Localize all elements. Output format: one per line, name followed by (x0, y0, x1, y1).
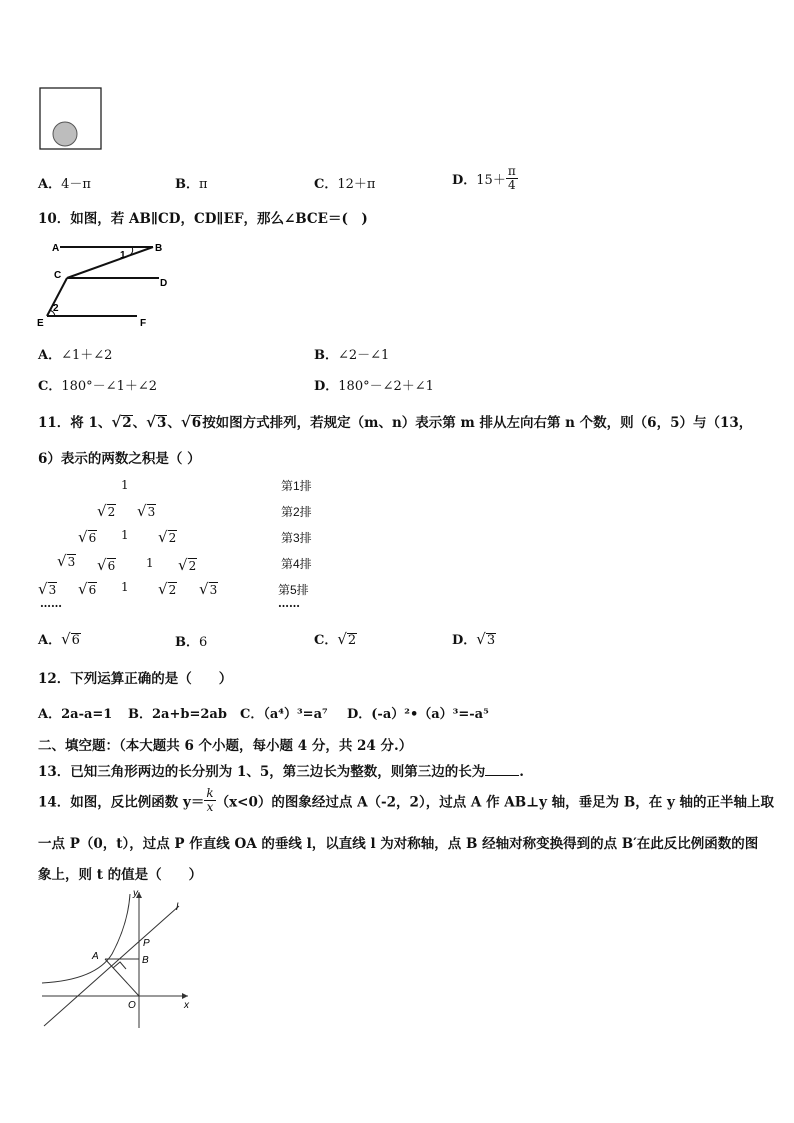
tri-5-1: √3 (38, 580, 57, 598)
q10-option-b[interactable]: B．∠2－∠1 (314, 348, 390, 363)
q9-option-c[interactable]: C．12＋π (314, 177, 376, 192)
row-label-3: 第3排 (281, 531, 312, 545)
tri-1-1: 1 (121, 478, 129, 492)
row-label-5: 第5排 (278, 583, 309, 597)
q10-option-a[interactable]: A．∠1＋∠2 (38, 348, 113, 363)
parallel-lines-figure (32, 238, 172, 330)
square-circle-figure (39, 87, 103, 151)
q12-option-a[interactable]: A．2a-a=1 (38, 707, 113, 722)
label-a: A (52, 243, 60, 254)
q14-line3: 象上，则 t 的值是（ ） (38, 867, 203, 883)
tri-4-3: 1 (146, 556, 154, 570)
q10-option-d[interactable]: D．180°－∠2＋∠1 (314, 379, 434, 394)
tri-5-4: √2 (158, 580, 177, 598)
tri-4-1: √3 (57, 552, 76, 570)
q10-stem: 10．如图，若 AB∥CD，CD∥EF，那么∠BCE＝( ) (38, 211, 368, 227)
q11-option-a[interactable]: A．√6 (38, 630, 80, 648)
q12-option-b[interactable]: B．2a+b=2ab (128, 707, 227, 722)
tri-4-2: √6 (97, 556, 116, 574)
label-c: C (54, 270, 62, 281)
angle-1-label: 1 (120, 250, 126, 261)
tri-3-1: √6 (78, 528, 97, 546)
section-heading-fill-in: 二、填空题：（本大题共 6 个小题，每小题 4 分，共 24 分.） (38, 738, 413, 754)
q12-option-c[interactable]: C．（a⁴）³=a⁷ (240, 707, 328, 722)
point-p-label: P (143, 938, 150, 949)
q14-line1: 14．如图，反比例函数 y＝ $\frac{k}{x}$ （x<0）的图象经过点 A（-2，2），过点 A 作 AB⊥y 轴，垂足为 B，在 y 轴的正半轴上取 (38, 786, 775, 814)
row-dots-right: …… (278, 597, 300, 610)
row-label-2: 第2排 (281, 505, 312, 519)
q11-option-d[interactable]: D．√3 (452, 630, 496, 648)
tri-3-3: √2 (158, 528, 177, 546)
origin-label: O (128, 1000, 136, 1011)
label-f: F (140, 318, 147, 329)
q12-option-d[interactable]: D．(-a）²•（a）³=-a⁵ (347, 707, 489, 722)
q10-option-c[interactable]: C．180°－∠1＋∠2 (38, 379, 157, 394)
q9-option-a[interactable]: A．4－π (38, 177, 91, 192)
angle-2-label: 2 (53, 303, 59, 314)
q11-stem-line1: 11．将 1、√2、√3、√6按如图方式排列，若规定（m、n）表示第 m 排从左向右第 n 个数，则（6，5）与（13， (38, 413, 753, 431)
q14-line2: 一点 P（0，t），过点 P 作直线 OA 的垂线 l，以直线 l 为对称轴，点 B 经轴对称变换得到的点 B′在此反比例函数的图 (38, 836, 759, 852)
label-e: E (37, 318, 44, 329)
line-l-label: l (176, 902, 179, 913)
hyperbola-figure (36, 884, 196, 1029)
q13-answer-blank[interactable] (485, 775, 519, 776)
tri-5-5: √3 (199, 580, 218, 598)
q12-stem: 12．下列运算正确的是（ ） (38, 671, 233, 687)
row-label-1: 第1排 (281, 479, 312, 493)
label-b: B (155, 243, 163, 254)
axis-x-label: x (184, 1000, 189, 1011)
q11-option-b[interactable]: B．6 (175, 635, 208, 650)
point-b-label: B (142, 955, 149, 966)
tri-5-2: √6 (78, 580, 97, 598)
tri-3-2: 1 (121, 528, 129, 542)
tri-dots-left: …… (40, 597, 62, 610)
q9-option-b[interactable]: B．π (175, 177, 208, 192)
label-d: D (160, 278, 168, 289)
q11-option-c[interactable]: C．√2 (314, 630, 357, 648)
tri-2-1: √2 (97, 502, 116, 520)
tri-5-3: 1 (121, 580, 129, 594)
q11-stem-line2: 6）表示的两数之积是（ ） (38, 451, 201, 467)
row-label-4: 第4排 (281, 557, 312, 571)
axis-y-label: y (133, 888, 138, 899)
q13-stem: 13．已知三角形两边的长分别为 1、5，第三边长为整数，则第三边的长为 . (38, 764, 524, 780)
q9-option-d[interactable]: D．15＋ $\frac{\pi}{4}$ (452, 164, 516, 192)
tri-4-4: √2 (178, 556, 197, 574)
tri-2-2: √3 (137, 502, 156, 520)
point-a-label: A (92, 951, 99, 962)
